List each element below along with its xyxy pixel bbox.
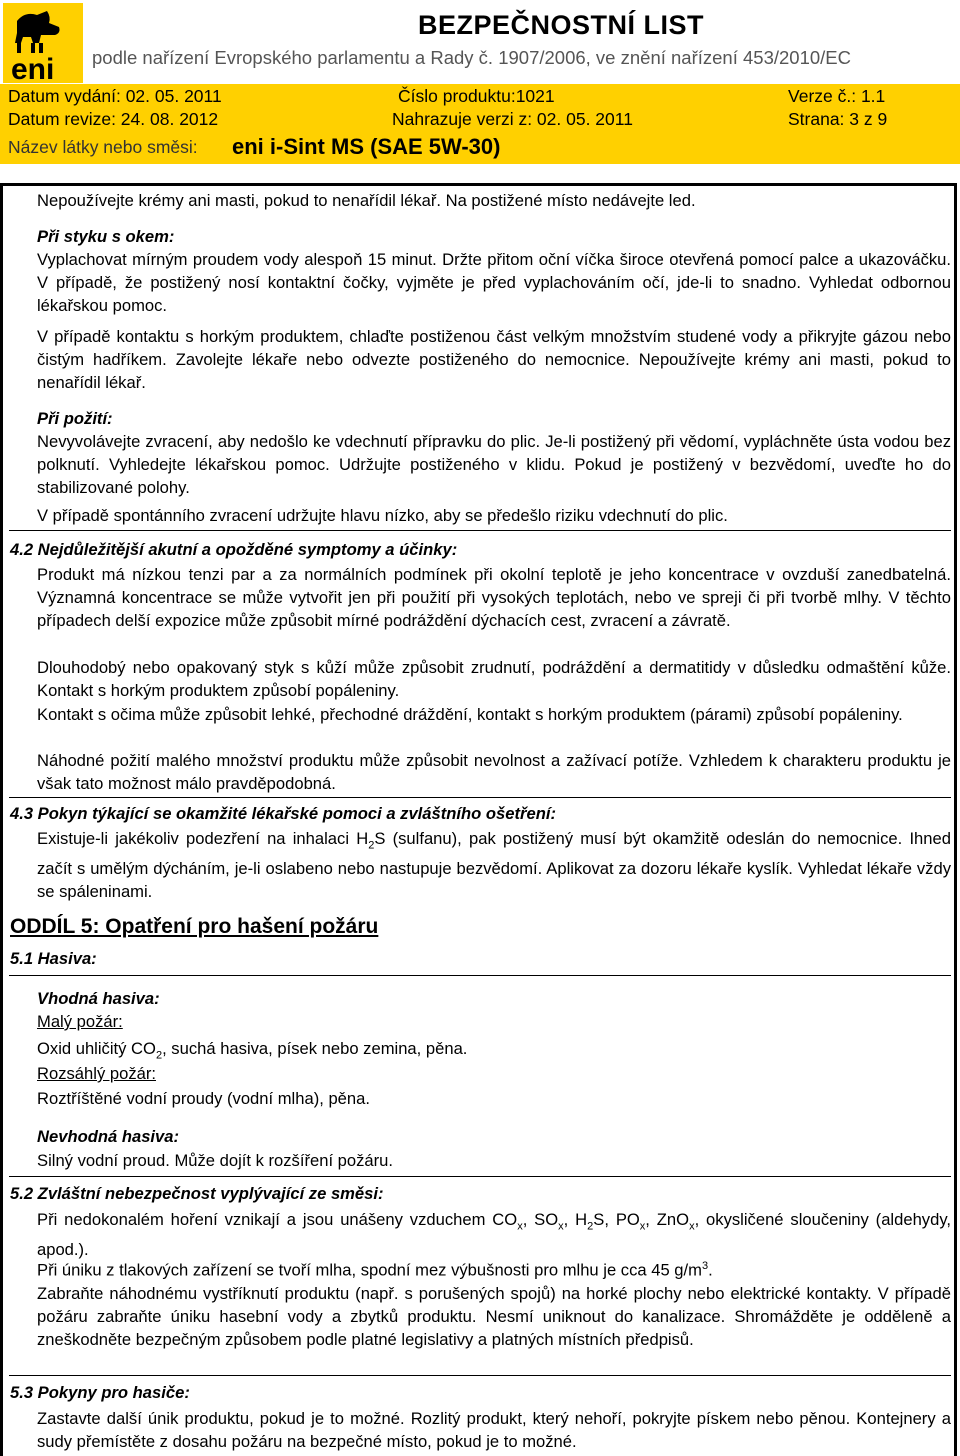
- subscript: 2: [587, 1220, 594, 1233]
- subscript: x: [639, 1220, 646, 1233]
- subscript: x: [517, 1220, 523, 1233]
- text: Při nedokonalém hoření vznikají a jsou unášeny vzduchem CO: [37, 1210, 518, 1229]
- document-subtitle: podle nařízení Evropského parlamentu a Rady č. 1907/2006, ve znění nařízení 453/2010/EC: [92, 47, 851, 68]
- paragraph: V případě kontaktu s horkým produktem, chlaďte postiženou část velkým množstvím studené vody a přikryjte gázou nebo čistým hadříkem. Zavolejte lékaře nebo odvezte postiženého do nemocnice. Nepoužívejte krémy ani masti, pokud to nenařídil lékař.: [37, 327, 951, 392]
- text: Oxid uhličitý CO: [37, 1039, 156, 1058]
- section-divider: [9, 975, 951, 976]
- revision-date: Datum revize: 24. 08. 2012: [8, 109, 219, 129]
- version: Verze č.: 1.1: [788, 86, 886, 106]
- substance-name-label: Název látky nebo směsi:: [8, 137, 198, 157]
- subscript: x: [689, 1220, 695, 1233]
- heading-4-2: 4.2 Nejdůležitější akutní a opožděné symptomy a účinky:: [10, 540, 458, 559]
- paragraph: V případě spontánního zvracení udržujte hlavu nízko, aby se předešlo riziku vdechnutí do plic.: [37, 506, 728, 525]
- heading-5-1: 5.1 Hasiva:: [10, 949, 97, 968]
- text: , suchá hasiva, písek nebo zemina, pěna.: [162, 1039, 468, 1058]
- paragraph: Silný vodní proud. Může dojít k rozšíření požáru.: [37, 1151, 394, 1170]
- subscript: 2: [368, 839, 375, 852]
- paragraph: Kontakt s očima může způsobit lehké, přechodné dráždění, kontakt s horkým produktem (párami) způsobí popáleniny.: [37, 705, 903, 724]
- paragraph: Nevyvolávejte zvracení, aby nedošlo ke vdechnutí přípravku do plic. Je-li postižený při vědomí, vypláchněte ústa vodou bez polknutí. Vyhledejte lékařskou pomoc. Udržujte postiženého v klidu. Pokud je postižený v bezvědomí, uveďte ho do stabilizované polohy.: [37, 432, 951, 497]
- paragraph: Nepoužívejte krémy ani masti, pokud to nenařídil lékař. Na postižené místo nedávejte led.: [37, 191, 696, 210]
- paragraph: Vyplachovat mírným proudem vody alespoň 15 minut. Držte přitom oční víčka široce otevřená pomocí palce a ukazováčku. V případě, že postižený nosí kontaktní čočky, vyjměte je před vyplachováním očí, jde-li to snadno. Vyhledat odbornou lékařskou pomoc.: [37, 250, 951, 315]
- text: S, PO: [593, 1210, 640, 1229]
- section-divider: [9, 797, 951, 798]
- text: , ZnO: [645, 1210, 690, 1229]
- subscript: x: [558, 1220, 564, 1233]
- large-fire-text: Rozsáhlý požár:: [37, 1064, 156, 1083]
- section-divider: [9, 1176, 951, 1177]
- paragraph: Produkt má nízkou tenzi par a za normálních podmínek při okolní teplotě je jeho koncentrace v ovzduší zanedbatelná. Významná koncentrace se může vytvořit jen při použití při vysokých teplotách, nebo ve spreji či při tvorbě mlhy. V těchto případech delší expozice může způsobit mírné podráždění dýchacích cest, zvracení a závratě.: [37, 565, 951, 630]
- heading-unsuitable-media: Nevhodná hasiva:: [37, 1127, 180, 1146]
- heading-5-2: 5.2 Zvláštní nebezpečnost vyplývající ze směsi:: [10, 1184, 384, 1203]
- issue-date: Datum vydání: 02. 05. 2011: [8, 86, 222, 106]
- superscript: 3: [701, 1260, 709, 1272]
- paragraph: Zastavte další únik produktu, pokud je to možné. Rozlitý produkt, který nehoří, pokryjte pískem nebo pěnou. Kontejnery a sudy přemístěte z dosahu požáru na bezpečné místo, pokud je to možné.: [37, 1409, 951, 1451]
- subscript: 2: [155, 1049, 163, 1062]
- logo-text: eni: [11, 53, 55, 83]
- text: S (sulfanu), pak postižený musí být okamžitě odeslán do nemocnice. Ihned začít s umělým dýcháním, je-li oslabeno nebo nastupuje bezvědomí. Aplikovat za dozoru lékaře kyslík. Vyhledat lékaře vždy se spáleninami.: [37, 829, 951, 902]
- text: , SO: [522, 1210, 559, 1229]
- heading-ingestion: Při požití:: [37, 409, 113, 428]
- product-number: Číslo produktu:1021: [398, 86, 555, 106]
- paragraph: [37, 1208, 951, 1261]
- paragraph: [37, 827, 951, 903]
- heading-eye-contact: Při styku s okem:: [37, 227, 175, 246]
- text: Při úniku z tlakových zařízení se tvoří mlha, spodní mez výbušnosti pro mlhu je cca 45 g/m: [37, 1260, 702, 1280]
- heading-4-3: 4.3 Pokyn týkající se okamžité lékařské pomoci a zvláštního ošetření:: [10, 804, 556, 823]
- text: Existuje-li jakékoliv podezření na inhalaci H: [37, 829, 369, 848]
- section-divider: [9, 530, 951, 531]
- small-fire-text: Malý požár:: [37, 1012, 123, 1031]
- section-divider: [9, 1375, 951, 1376]
- text: .: [708, 1260, 713, 1280]
- small-fire-label: [37, 1010, 951, 1033]
- text: , H: [563, 1210, 588, 1229]
- heading-suitable-media: Vhodná hasiva:: [37, 989, 160, 1008]
- substance-name-value: eni i-Sint MS (SAE 5W-30): [232, 134, 501, 159]
- paragraph: [37, 1255, 951, 1282]
- paragraph: Roztříštěné vodní proudy (vodní mlha), pěna.: [37, 1089, 370, 1108]
- text: , okysličené sloučeniny (aldehydy, apod.).: [37, 1210, 951, 1260]
- large-fire-label: [37, 1062, 951, 1085]
- document-title: BEZPEČNOSTNÍ LIST: [418, 10, 705, 40]
- paragraph: Dlouhodobý nebo opakovaný styk s kůží může způsobit zrudnutí, podráždění a dermatitidy v důsledku odmaštění kůže. Kontakt s horkým produktem způsobí popáleniny.: [37, 658, 951, 700]
- paragraph: Zabraňte náhodnému vystříknutí produktu (např. s porušených spojů) na horké plochy nebo elektrické kontakty. V případě požáru zabraňte úniku hasební vody a zbytků produktu. Nesmí uniknout do kanalizace. Shromážděte je odděleně a zneškodněte bezpečným způsobem podle platné legislativy a platných místních předpisů.: [37, 1284, 951, 1349]
- page-number: Strana: 3 z 9: [788, 109, 888, 129]
- replaces-version: Nahrazuje verzi z: 02. 05. 2011: [392, 109, 633, 129]
- section-5-title: ODDÍL 5: Opatření pro hašení požáru: [10, 915, 379, 938]
- paragraph: Náhodné požití malého množství produktu může způsobit nevolnost a zažívací potíže. Vzhledem k charakteru produktu je však tato možnost málo pravděpodobná.: [37, 751, 951, 793]
- heading-5-3: 5.3 Pokyny pro hasiče:: [10, 1383, 190, 1402]
